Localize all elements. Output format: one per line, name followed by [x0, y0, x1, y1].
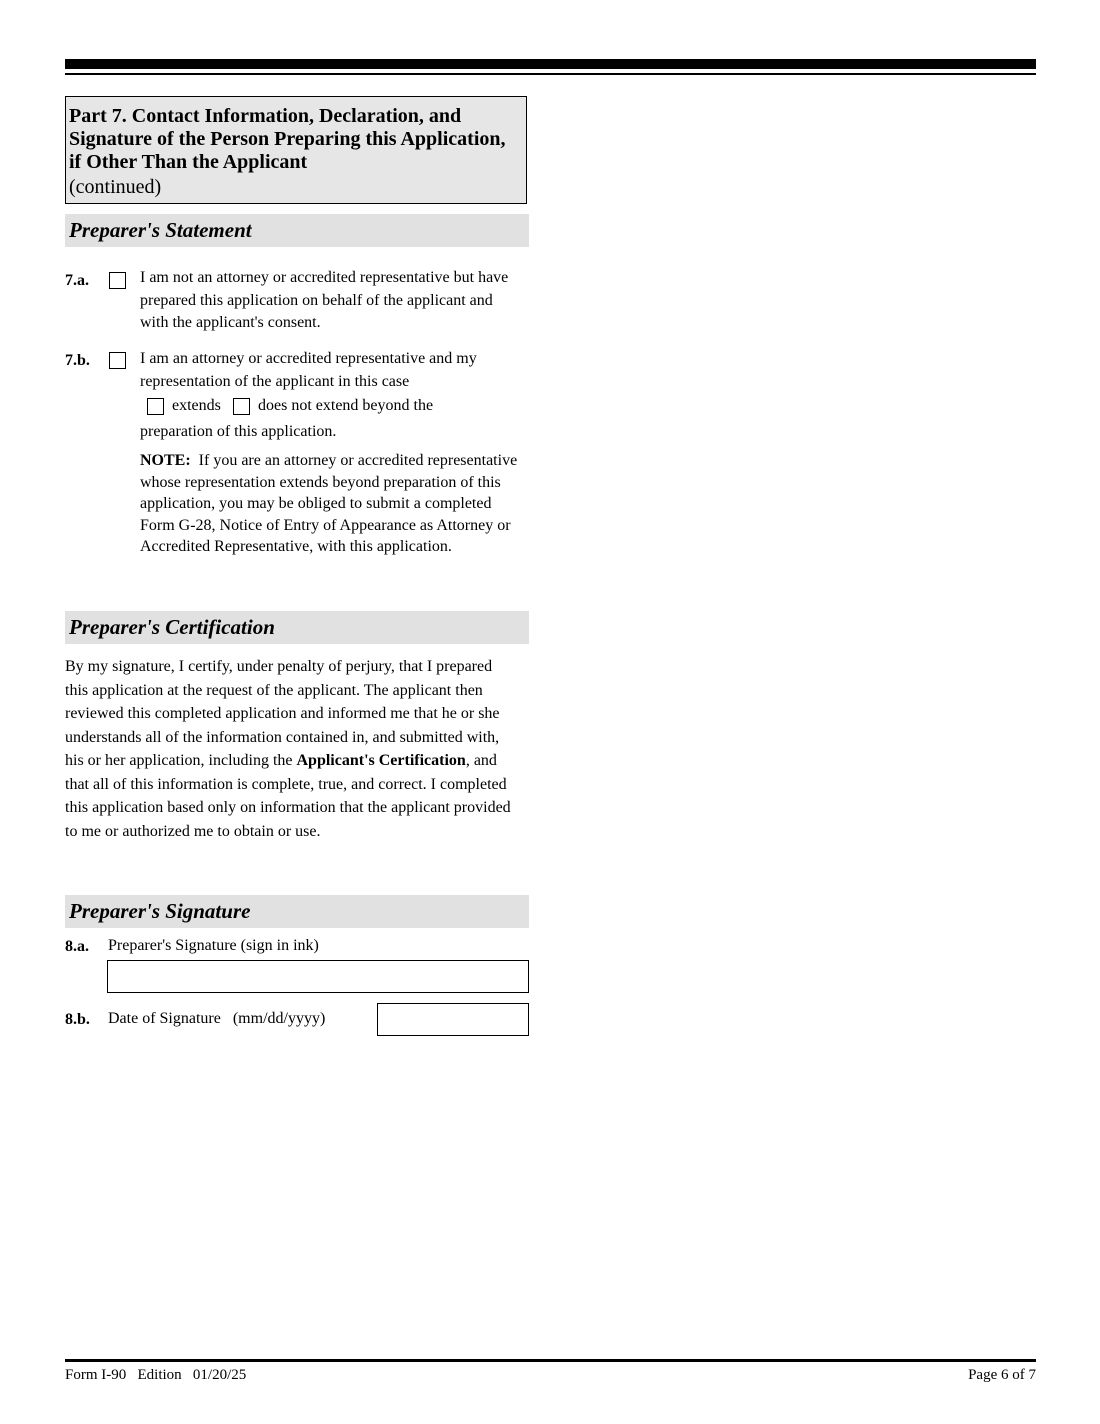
checkbox-extends[interactable]: [147, 398, 164, 415]
checkbox-7a[interactable]: [109, 272, 126, 289]
part-heading-box: [65, 96, 527, 204]
item-7b-tail-text: preparation of this application.: [140, 423, 337, 440]
certification-text-part: By my signature, I certify, under penalty of perjury, that I prepared this application at the request of the applicant. The applicant then reviewed this completed application and informed me that he or she understands all of the information contained in, and submitted with, his or her application, including the: [65, 658, 500, 769]
section-heading: Preparer's Certification: [69, 615, 275, 639]
footer-page-number: Page 6 of 7: [968, 1367, 1036, 1383]
footer-form-edition: Form I-90 Edition 01/20/25: [65, 1367, 247, 1383]
part-title: Part 7. Contact Information, Declaration, and Signature of the Person Preparing this Application, if Other Than the Applicant: [69, 105, 506, 173]
item-number-7b: 7.b.: [65, 352, 90, 369]
note-block: [140, 450, 530, 558]
item-number-8a: 8.a.: [65, 938, 89, 955]
item-number-8b: 8.b.: [65, 1011, 90, 1028]
does-not-extend-label: does not extend beyond the: [258, 397, 434, 414]
certification-text: [65, 655, 515, 843]
section-preparers-signature: [65, 895, 529, 928]
item-7b-text: I am an attorney or accredited representative and my representation of the applicant in this case: [140, 350, 477, 390]
signature-field[interactable]: [107, 960, 529, 993]
signature-field-label: Preparer's Signature (sign in ink): [108, 937, 319, 954]
note-label: NOTE:: [140, 452, 191, 469]
section-preparers-certification: [65, 611, 529, 644]
certification-bold-term: Applicant's Certification: [296, 752, 466, 769]
header-rule-thick: [65, 59, 1036, 69]
item-number-7a: 7.a.: [65, 272, 89, 289]
date-of-signature-field[interactable]: [377, 1003, 529, 1036]
footer-rule: [65, 1359, 1036, 1362]
header-rule-thin: [65, 73, 1036, 75]
date-field-label: Date of Signature (mm/dd/yyyy): [108, 1010, 326, 1027]
note-text: If you are an attorney or accredited representative whose representation extends beyond preparation of this application, you may be obliged to submit a completed Form G-28, Notice of Entry of Appearance as Attorney or Accredited Representative, with this application.: [140, 452, 518, 556]
checkbox-does-not-extend[interactable]: [233, 398, 250, 415]
item-7a-text: I am not an attorney or accredited representative but have prepared this application on behalf of the applicant and with the applicant's consent.: [140, 269, 509, 331]
extends-label: extends: [172, 397, 221, 414]
section-heading: Preparer's Statement: [69, 218, 252, 242]
section-heading: Preparer's Signature: [69, 899, 251, 923]
certification-text-part: , and that all of this information is complete, true, and correct. I completed this application based only on information that the applicant provided to me or authorized me to obtain or use.: [65, 752, 511, 840]
section-preparers-statement: [65, 214, 529, 247]
part-subtitle: (continued): [69, 176, 162, 198]
checkbox-7b[interactable]: [109, 352, 126, 369]
